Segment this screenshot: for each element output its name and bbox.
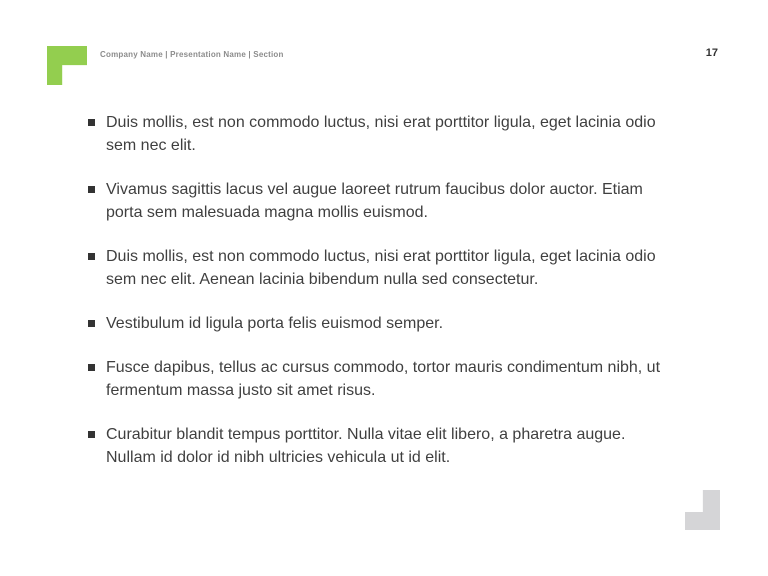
list-item-text: Duis mollis, est non commodo luctus, nisi erat porttitor ligula, eget lacinia odio sem nec elit. Aenean lacinia bibendum nulla sed consectetur. — [106, 248, 656, 288]
list-item — [88, 356, 673, 402]
list-item-text: Curabitur blandit tempus porttitor. Nulla vitae elit libero, a pharetra augue. Nullam id dolor id nibh ultricies vehicula ut id elit. — [106, 426, 626, 466]
list-item-text: Fusce dapibus, tellus ac cursus commodo, tortor mauris condimentum nibh, ut fermentum massa justo sit amet risus. — [106, 359, 661, 399]
bullet-square-icon — [88, 320, 95, 327]
list-item — [88, 111, 673, 157]
list-item-text: Duis mollis, est non commodo luctus, nisi erat porttitor ligula, eget lacinia odio sem nec elit. — [106, 114, 656, 154]
bullet-square-icon — [88, 253, 95, 260]
decorative-corner-icon — [685, 490, 720, 530]
company-logo-corner-icon — [47, 46, 87, 85]
list-item-text: Vivamus sagittis lacus vel augue laoreet rutrum faucibus dolor auctor. Etiam porta sem malesuada magna mollis euismod. — [106, 181, 643, 221]
list-item — [88, 312, 673, 335]
bullet-list — [88, 111, 673, 490]
list-item — [88, 423, 673, 469]
list-item-text: Vestibulum id ligula porta felis euismod semper. — [106, 315, 444, 332]
list-item — [88, 245, 673, 291]
bullet-square-icon — [88, 119, 95, 126]
list-item — [88, 178, 673, 224]
bullet-square-icon — [88, 364, 95, 371]
bullet-square-icon — [88, 186, 95, 193]
breadcrumb: Company Name | Presentation Name | Section — [100, 50, 284, 59]
page-number: 17 — [705, 47, 718, 59]
bullet-square-icon — [88, 431, 95, 438]
